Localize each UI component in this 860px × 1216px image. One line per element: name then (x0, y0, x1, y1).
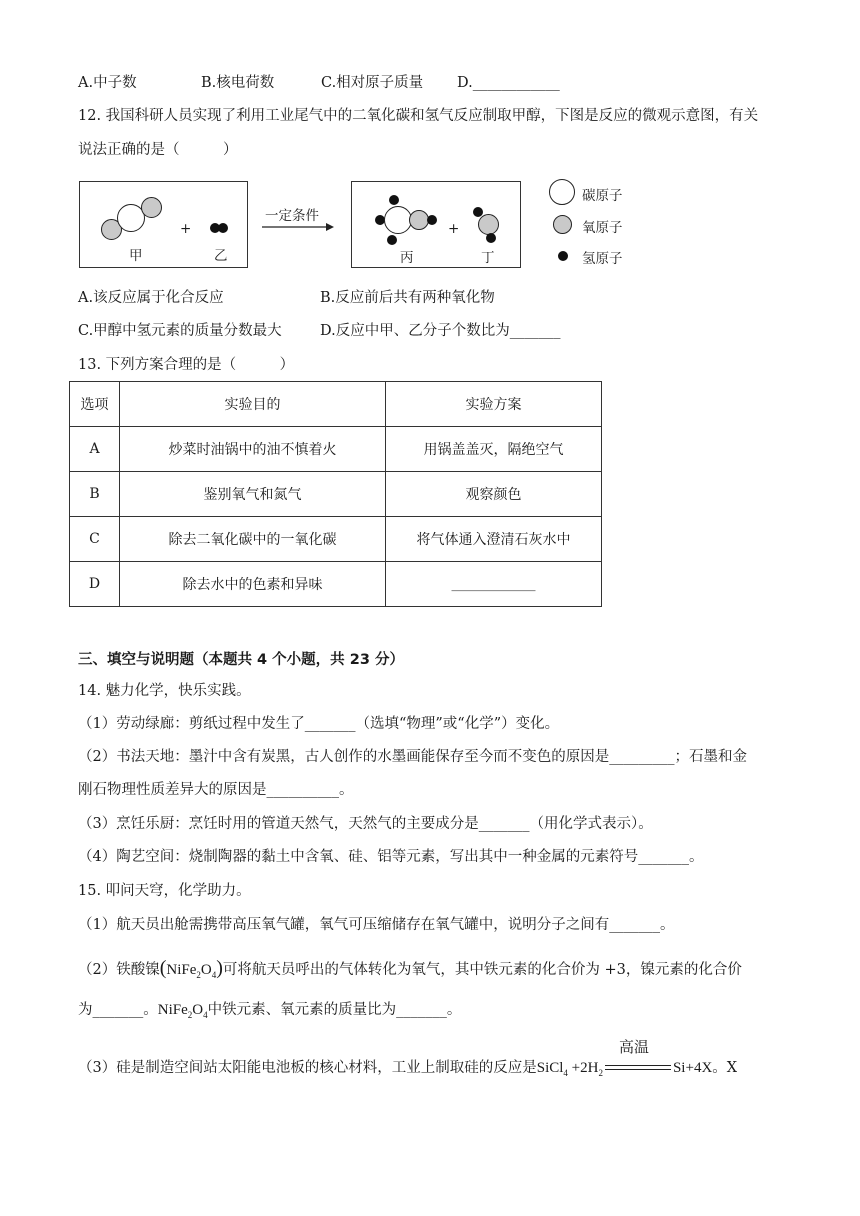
q15-part2b-suffix: 中铁元素、氧元素的质量比为_______。 (207, 1002, 462, 1018)
reaction-arrow (260, 222, 336, 232)
q15-stem: 15. 叩问天穹，化学助力。 (78, 883, 251, 899)
plus-sign: + (180, 221, 192, 237)
hydrogen-atom (218, 223, 228, 233)
row-purpose: 除去水中的色素和异味 (120, 562, 386, 607)
q12-option-d: D.反应中甲、乙分子个数比为_______ (320, 323, 561, 339)
q14-part2-line2: 刚石物理性质差异大的原因是__________。 (78, 782, 354, 798)
carbon-atom (384, 206, 412, 234)
q13-stem: 13. 下列方案合理的是（ ） (78, 357, 295, 373)
row-plan: ____________ (386, 562, 602, 607)
formula-nife2o4: $(NiFe_2O_4)$ (159, 957, 223, 980)
row-plan: 将气体通入澄清石灰水中 (386, 517, 602, 562)
q14-part3: （3）烹饪乐厨：烹饪时用的管道天然气，天然气的主要成分是_______（用化学式表示）。 (78, 816, 653, 832)
q14-part4: （4）陶艺空间：烧制陶器的黏土中含氧、硅、铝等元素，写出其中一种金属的元素符号_______。 (78, 849, 704, 865)
legend-carbon-icon (549, 179, 575, 205)
q15-part3 (78, 1038, 738, 1083)
q12-option-a: A.该反应属于化合反应 (78, 290, 224, 306)
oxygen-atom (141, 197, 162, 218)
table-header-row (70, 382, 602, 427)
q15-part1: （1）航天员出舱需携带高压氧气罐，氧气可压缩储存在氧气罐中，说明分子之间有_______。 (78, 917, 675, 933)
hydrogen-atom (486, 233, 496, 243)
q14-part1: （1）劳动绿廊：剪纸过程中发生了_______（选填“物理”或“化学”）变化。 (78, 716, 560, 732)
q12-stem-line2: 说法正确的是（ ） (78, 142, 238, 158)
oxygen-atom (478, 214, 499, 235)
row-plan: 用锅盖盖灭，隔绝空气 (386, 427, 602, 472)
q11-option-a: A.中子数 (78, 75, 137, 91)
row-option: B (70, 472, 120, 517)
table-row (70, 517, 602, 562)
q12-option-b: B.反应前后共有两种氧化物 (320, 290, 495, 306)
q14-stem: 14. 魅力化学，快乐实践。 (78, 683, 251, 699)
products-box (351, 181, 521, 268)
section-heading: 三、填空与说明题（本题共 4 个小题，共 23 分） (78, 652, 404, 668)
q12-options-row2 (78, 321, 560, 341)
equation-left: SiCl$_4$ $+2H_2$ (536, 1060, 603, 1078)
equation-arrow (605, 1038, 671, 1075)
table-row (70, 427, 602, 472)
legend-oxygen-icon (553, 215, 572, 234)
q15-part2-prefix: （2）铁酸镍 (78, 962, 160, 978)
header-plan: 实验方案 (386, 382, 602, 427)
q12-options-row1 (78, 288, 495, 308)
row-purpose: 除去二氧化碳中的一氧化碳 (120, 517, 386, 562)
hydrogen-atom (389, 195, 399, 205)
label-ding: 丁 (481, 250, 495, 266)
table-row (70, 472, 602, 517)
label-yi: 乙 (214, 248, 228, 264)
row-plan: 观察颜色 (386, 472, 602, 517)
equation-right: Si+4X (672, 1060, 713, 1076)
reaction-condition: 一定条件 (265, 208, 319, 224)
q15-part2b-prefix: 为_______。 (78, 1002, 158, 1018)
label-bing: 丙 (400, 250, 414, 266)
q15-part3-suffix: 。X (712, 1060, 738, 1076)
row-purpose: 炒菜时油锅中的油不慎着火 (120, 427, 386, 472)
row-option: C (70, 517, 120, 562)
q11-option-d: D.____________ (457, 75, 560, 91)
legend-oxygen-label: 氧原子 (582, 220, 623, 236)
q15-part2-suffix: 可将航天员呼出的气体转化为氧气，其中铁元素的化合价为 +3，镍元素的化合价 (222, 962, 742, 978)
q15-part2-line1 (78, 958, 742, 985)
reactants-box (79, 181, 248, 268)
q14-part2-line1: （2）书法天地：墨汁中含有炭黑，古人创作的水墨画能保存至今而不变色的原因是_________；石墨和金 (78, 749, 747, 765)
q11-option-b: B.核电荷数 (201, 75, 275, 91)
q12-option-c: C.甲醇中氢元素的质量分数最大 (78, 323, 282, 339)
row-option: A (70, 427, 120, 472)
hydrogen-atom (427, 215, 437, 225)
q11-option-c: C.相对原子质量 (321, 75, 424, 91)
q15-part3-prefix: （3）硅是制造空间站太阳能电池板的核心材料，工业上制取硅的反应是 (78, 1060, 537, 1076)
plus-sign: + (448, 221, 460, 237)
plan-table (69, 381, 602, 607)
label-jia: 甲 (129, 248, 143, 264)
row-option: D (70, 562, 120, 607)
reaction-condition-high-temp: 高温 (618, 1038, 649, 1056)
legend-carbon-label: 碳原子 (582, 188, 623, 204)
header-option: 选项 (70, 382, 120, 427)
table-row (70, 562, 602, 607)
header-purpose: 实验目的 (120, 382, 386, 427)
legend-hydrogen-icon (558, 251, 568, 261)
hydrogen-atom (387, 235, 397, 245)
row-purpose: 鉴别氧气和氮气 (120, 472, 386, 517)
q12-stem-line1: 12. 我国科研人员实现了利用工业尾气中的二氧化碳和氢气反应制取甲醇，下图是反应的微观示意图，有关 (78, 108, 759, 124)
q11-options (78, 73, 560, 93)
formula-nife2o4: $NiFe_2O_4$ (157, 1002, 208, 1020)
q15-part2-line2 (78, 1000, 461, 1025)
legend-hydrogen-label: 氢原子 (582, 251, 623, 267)
oxygen-atom (409, 210, 429, 230)
